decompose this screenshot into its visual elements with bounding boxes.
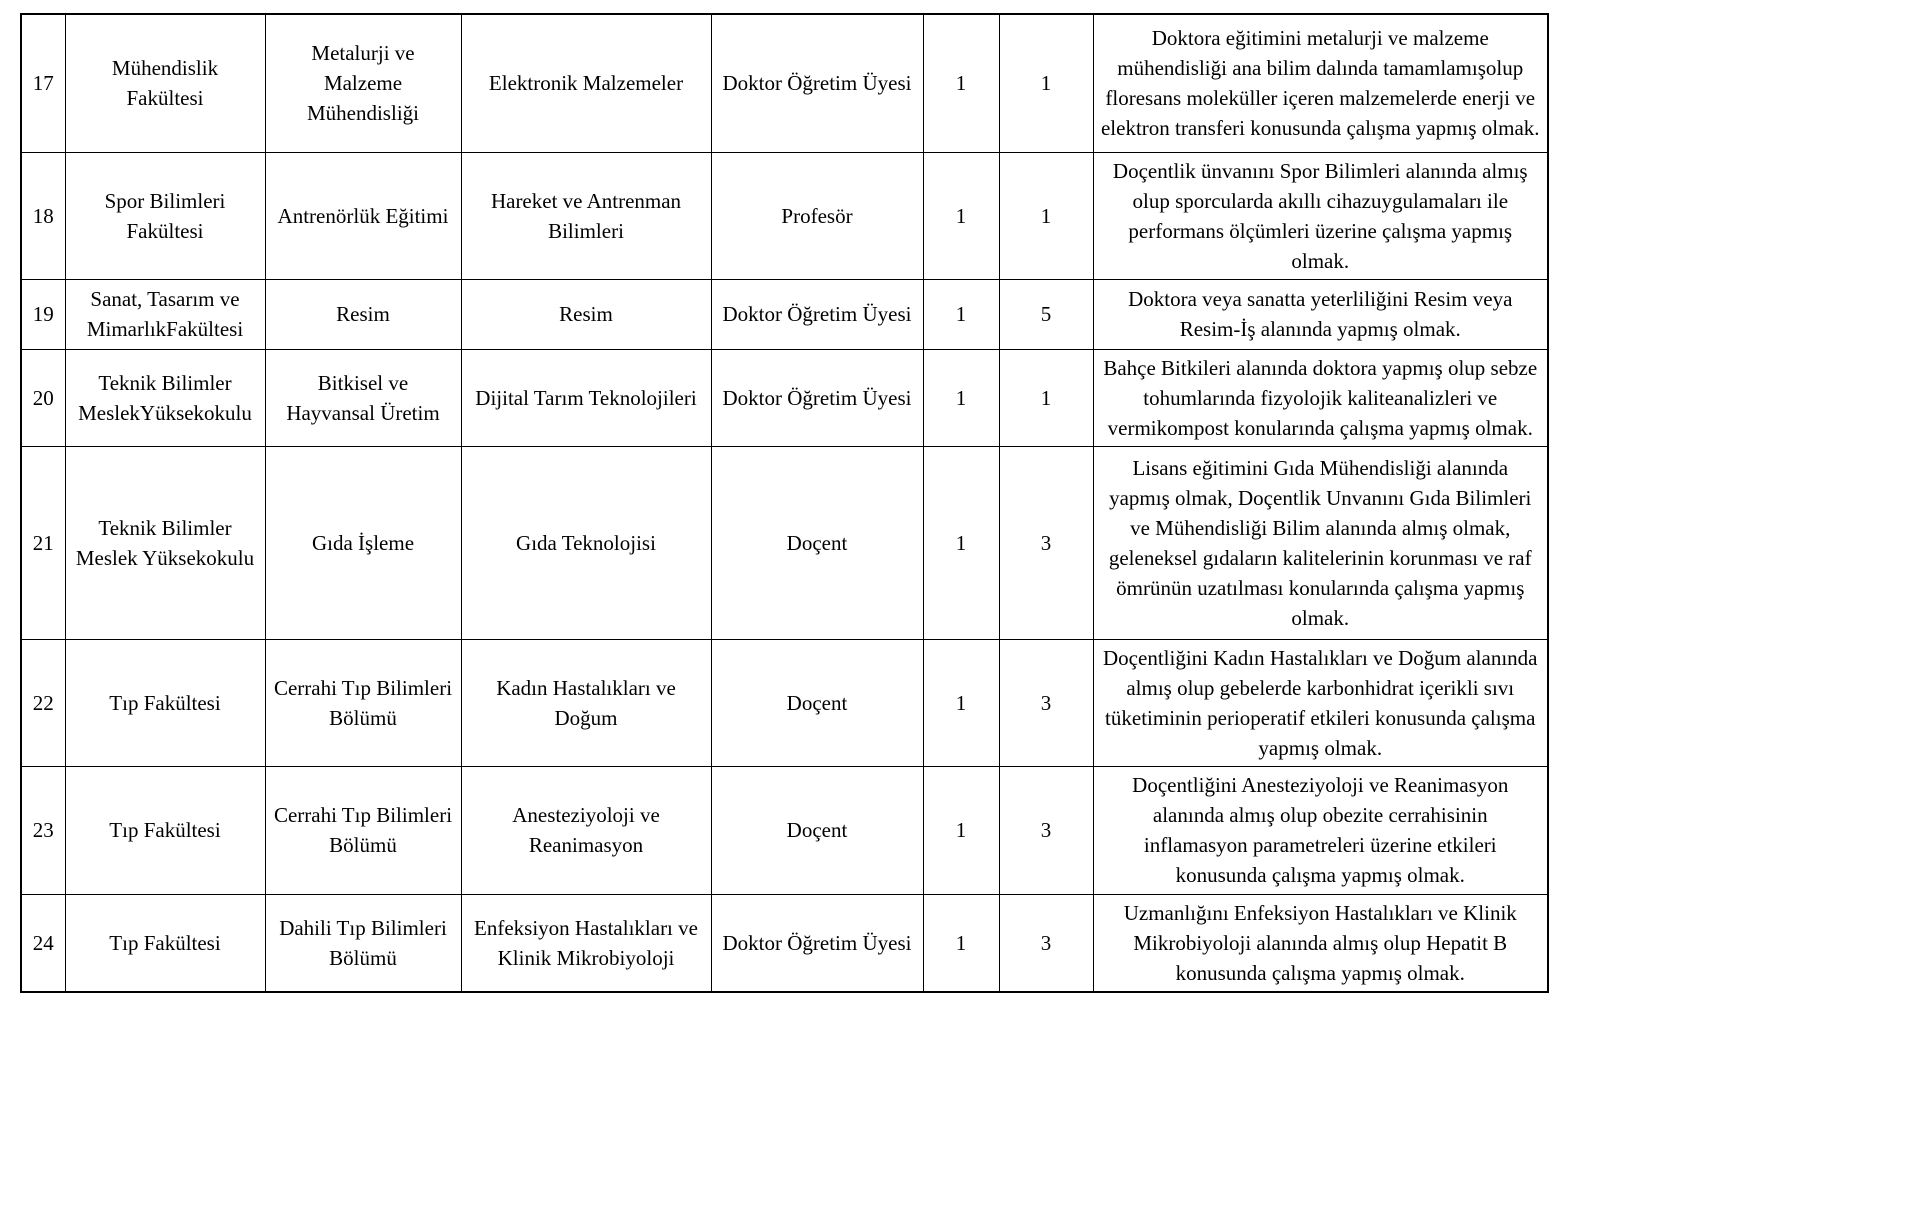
- description-cell: Doçentliğini Anesteziyoloji ve Reanimasyon alanında almış olup obezite cerrahisinin inflamasyon parametreleri üzerine etkileri konusunda çalışma yapmış olmak.: [1093, 766, 1548, 894]
- count-cell: 3: [999, 766, 1093, 894]
- department-cell: Resim: [265, 279, 461, 349]
- table-row: [21, 14, 1548, 152]
- table-row: [21, 894, 1548, 992]
- row-number-cell: 24: [21, 894, 65, 992]
- count-cell: 3: [999, 894, 1093, 992]
- faculty-cell: Teknik Bilimler MeslekYüksekokulu: [65, 349, 265, 446]
- field-cell: Gıda Teknolojisi: [461, 446, 711, 639]
- grade-cell: 1: [923, 894, 999, 992]
- count-cell: 1: [999, 349, 1093, 446]
- table-row: [21, 279, 1548, 349]
- title-cell: Doktor Öğretim Üyesi: [711, 349, 923, 446]
- grade-cell: 1: [923, 14, 999, 152]
- grade-cell: 1: [923, 446, 999, 639]
- field-cell: Hareket ve Antrenman Bilimleri: [461, 152, 711, 279]
- faculty-cell: Tıp Fakültesi: [65, 639, 265, 766]
- title-cell: Doçent: [711, 766, 923, 894]
- table-row: [21, 639, 1548, 766]
- title-cell: Doktor Öğretim Üyesi: [711, 894, 923, 992]
- faculty-cell: Tıp Fakültesi: [65, 894, 265, 992]
- field-cell: Anesteziyoloji ve Reanimasyon: [461, 766, 711, 894]
- field-cell: Enfeksiyon Hastalıkları ve Klinik Mikrobiyoloji: [461, 894, 711, 992]
- grade-cell: 1: [923, 766, 999, 894]
- department-cell: Bitkisel ve Hayvansal Üretim: [265, 349, 461, 446]
- field-cell: Elektronik Malzemeler: [461, 14, 711, 152]
- table-row: [21, 152, 1548, 279]
- count-cell: 3: [999, 639, 1093, 766]
- department-cell: Gıda İşleme: [265, 446, 461, 639]
- field-cell: Kadın Hastalıkları ve Doğum: [461, 639, 711, 766]
- faculty-cell: Tıp Fakültesi: [65, 766, 265, 894]
- table-row: [21, 446, 1548, 639]
- department-cell: Dahili Tıp Bilimleri Bölümü: [265, 894, 461, 992]
- title-cell: Doktor Öğretim Üyesi: [711, 279, 923, 349]
- faculty-cell: Sanat, Tasarım ve MimarlıkFakültesi: [65, 279, 265, 349]
- description-cell: Doçentliğini Kadın Hastalıkları ve Doğum alanında almış olup gebelerde karbonhidrat içerikli sıvı tüketiminin perioperatif etkileri konusunda çalışma yapmış olmak.: [1093, 639, 1548, 766]
- title-cell: Doçent: [711, 446, 923, 639]
- field-cell: Dijital Tarım Teknolojileri: [461, 349, 711, 446]
- title-cell: Doktor Öğretim Üyesi: [711, 14, 923, 152]
- table-body: [21, 14, 1548, 992]
- grade-cell: 1: [923, 639, 999, 766]
- job-postings-table: [20, 13, 1549, 993]
- department-cell: Antrenörlük Eğitimi: [265, 152, 461, 279]
- description-cell: Bahçe Bitkileri alanında doktora yapmış olup sebze tohumlarında fizyolojik kaliteanalizleri ve vermikompost konularında çalışma yapmış olmak.: [1093, 349, 1548, 446]
- description-cell: Doktora eğitimini metalurji ve malzeme mühendisliği ana bilim dalında tamamlamışolup floresans moleküller içeren malzemelerde enerji ve elektron transferi konusunda çalışma yapmış olmak.: [1093, 14, 1548, 152]
- row-number-cell: 18: [21, 152, 65, 279]
- row-number-cell: 21: [21, 446, 65, 639]
- description-cell: Doçentlik ünvanını Spor Bilimleri alanında almış olup sporcularda akıllı cihazuygulamaları ile performans ölçümleri üzerine çalışma yapmış olmak.: [1093, 152, 1548, 279]
- count-cell: 1: [999, 152, 1093, 279]
- table-row: [21, 766, 1548, 894]
- field-cell: Resim: [461, 279, 711, 349]
- grade-cell: 1: [923, 279, 999, 349]
- count-cell: 1: [999, 14, 1093, 152]
- description-cell: Uzmanlığını Enfeksiyon Hastalıkları ve Klinik Mikrobiyoloji alanında almış olup Hepatit B konusunda çalışma yapmış olmak.: [1093, 894, 1548, 992]
- count-cell: 3: [999, 446, 1093, 639]
- description-cell: Lisans eğitimini Gıda Mühendisliği alanında yapmış olmak, Doçentlik Unvanını Gıda Bilimleri ve Mühendisliği Bilim alanında almış olmak, geleneksel gıdaların kalitelerinin korunması ve raf ömrünün uzatılması konularında çalışma yapmış olmak.: [1093, 446, 1548, 639]
- title-cell: Doçent: [711, 639, 923, 766]
- row-number-cell: 22: [21, 639, 65, 766]
- department-cell: Cerrahi Tıp Bilimleri Bölümü: [265, 639, 461, 766]
- row-number-cell: 19: [21, 279, 65, 349]
- row-number-cell: 23: [21, 766, 65, 894]
- faculty-cell: Mühendislik Fakültesi: [65, 14, 265, 152]
- faculty-cell: Spor Bilimleri Fakültesi: [65, 152, 265, 279]
- faculty-cell: Teknik Bilimler Meslek Yüksekokulu: [65, 446, 265, 639]
- title-cell: Profesör: [711, 152, 923, 279]
- row-number-cell: 17: [21, 14, 65, 152]
- table-row: [21, 349, 1548, 446]
- description-cell: Doktora veya sanatta yeterliliğini Resim veya Resim-İş alanında yapmış olmak.: [1093, 279, 1548, 349]
- department-cell: Cerrahi Tıp Bilimleri Bölümü: [265, 766, 461, 894]
- grade-cell: 1: [923, 152, 999, 279]
- row-number-cell: 20: [21, 349, 65, 446]
- grade-cell: 1: [923, 349, 999, 446]
- count-cell: 5: [999, 279, 1093, 349]
- department-cell: Metalurji ve Malzeme Mühendisliği: [265, 14, 461, 152]
